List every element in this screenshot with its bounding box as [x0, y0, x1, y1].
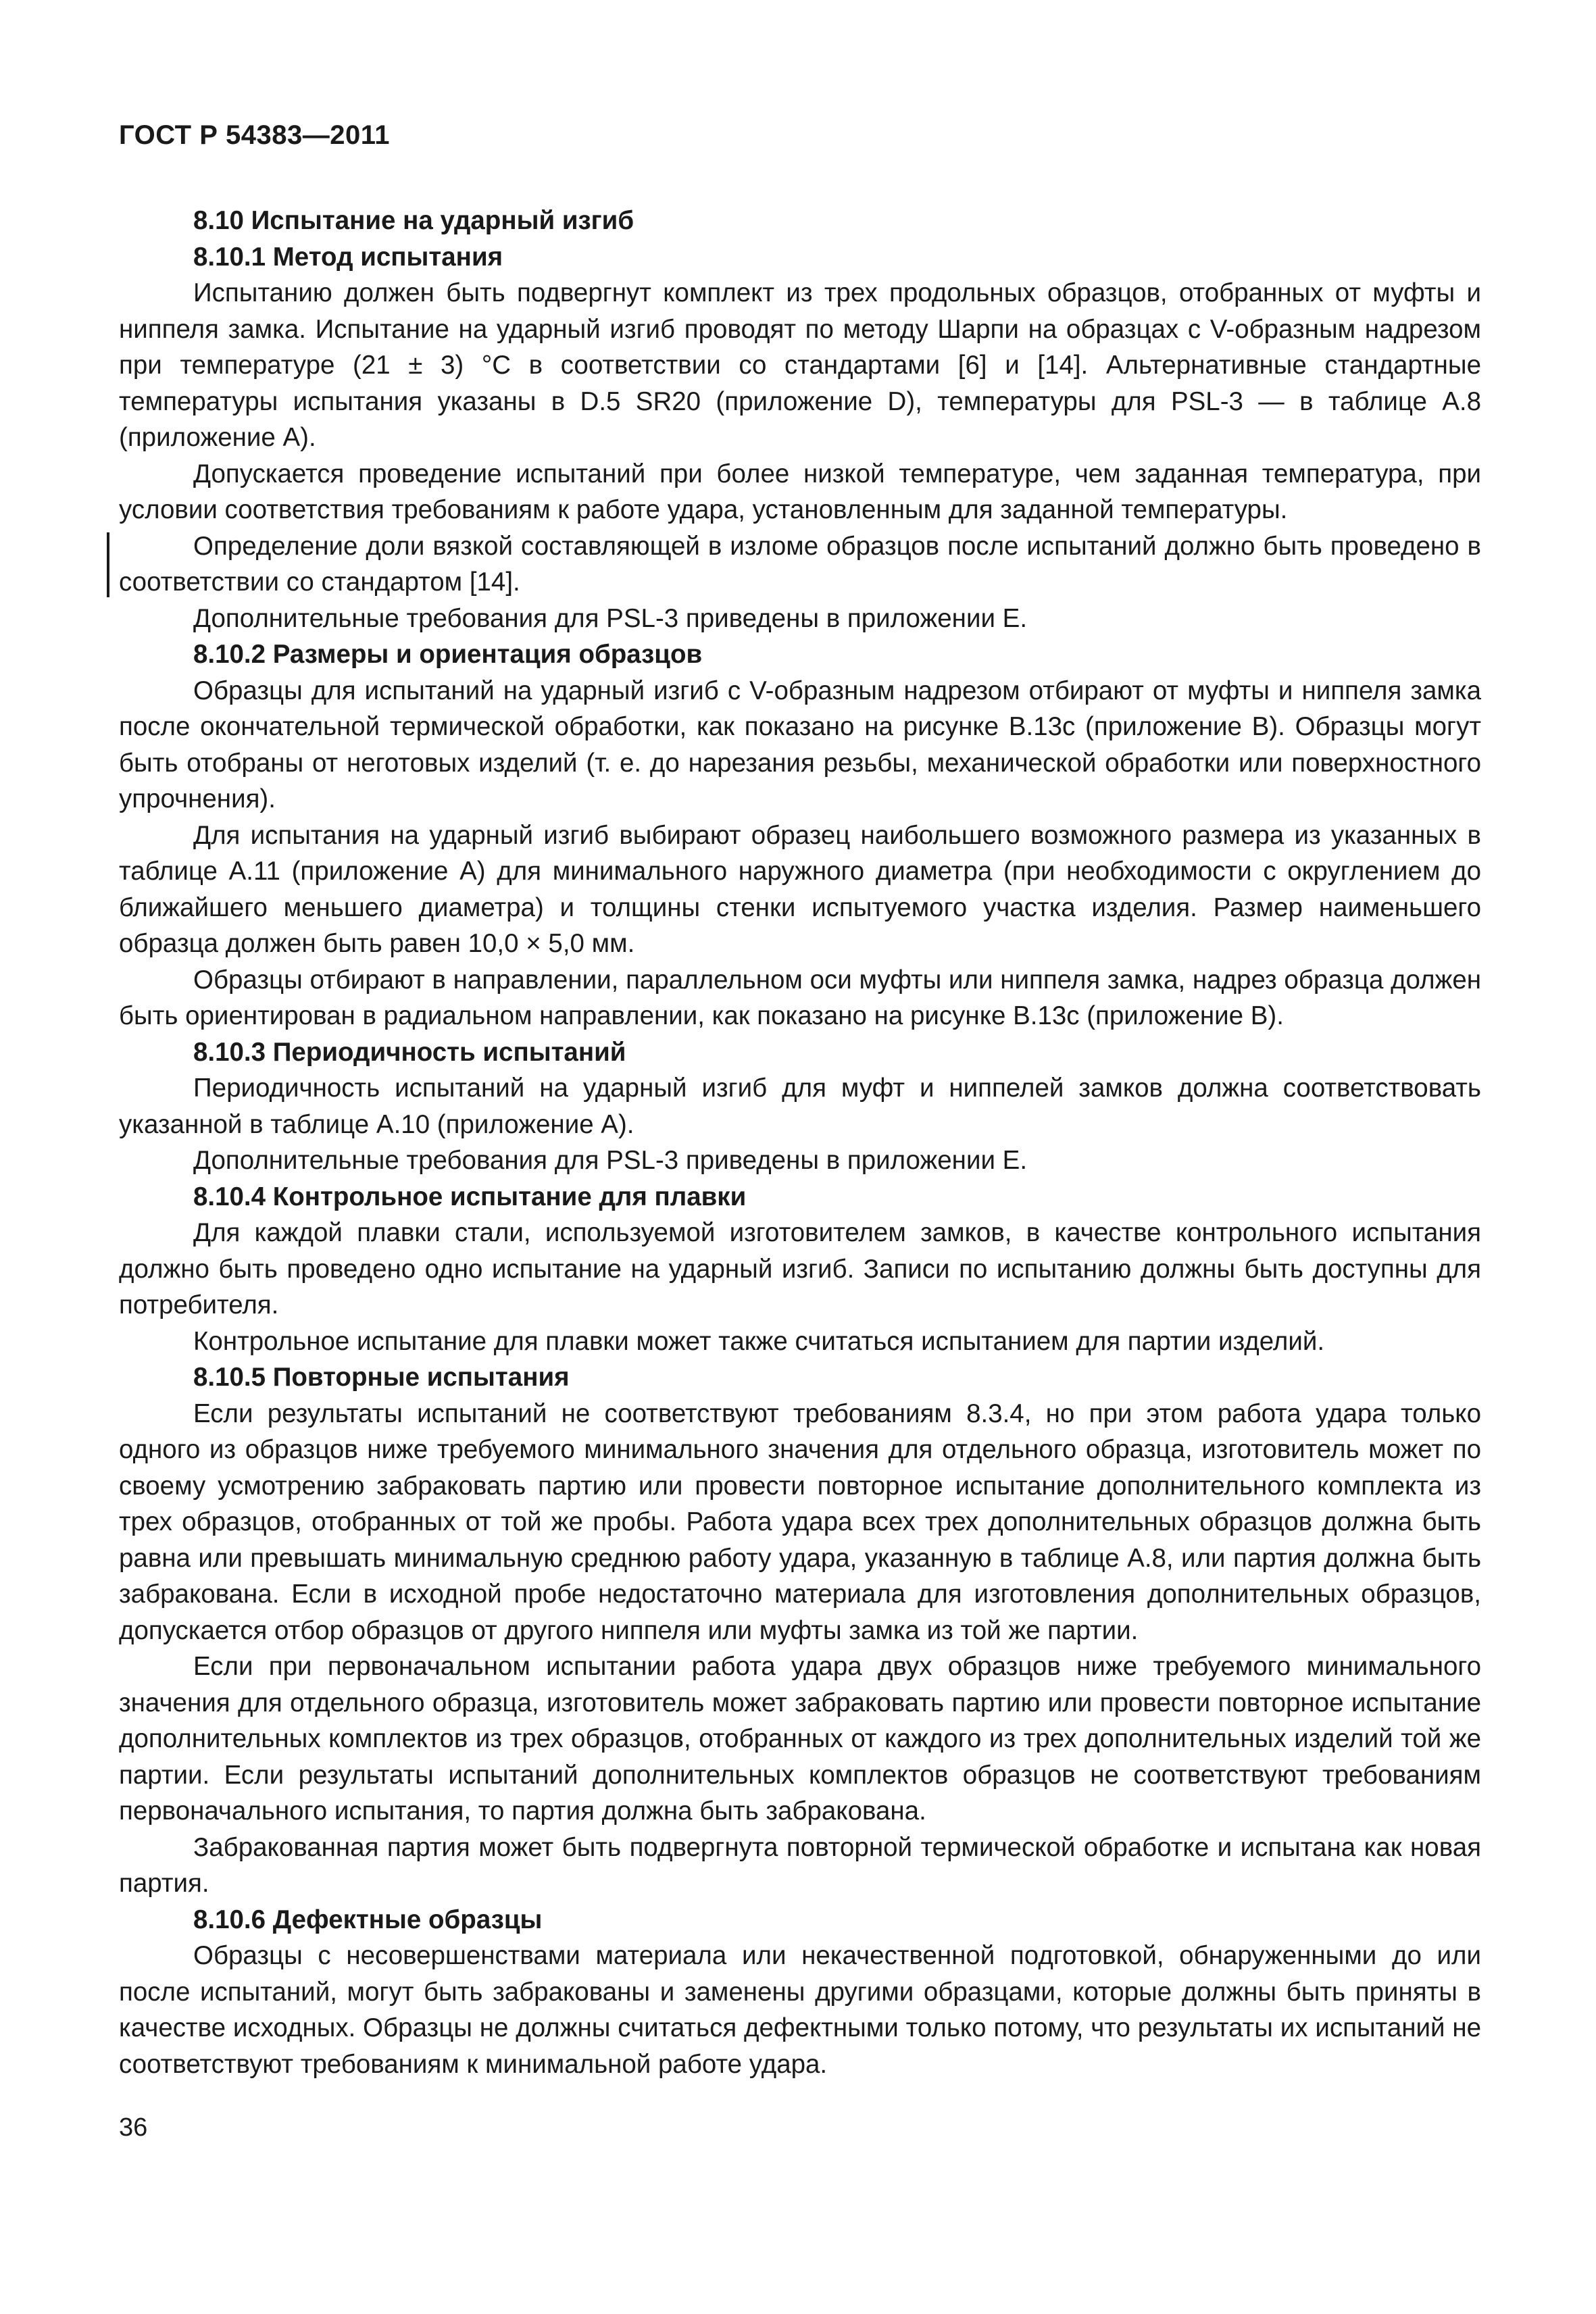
paragraph: Образцы для испытаний на ударный изгиб с V-образным надрезом отбирают от муфты и ниппеля замка после окончательной термической обработки, как показано на рисунке В.13с (приложение В). Образцы могут быть отобраны от неготовых изделий (т. е. до нарезания резьбы, механической обработки или поверхностного упрочнения). — [119, 676, 1481, 813]
paragraph: Для испытания на ударный изгиб выбирают образец наибольшего возможного размера из указанных в таблице А.11 (приложение А) для минимального наружного диаметра (при необходимости с округлением до ближайшего меньшего диаметра) и толщины стенки испытуемого участка изделия. Размер наименьшего образца должен быть равен 10,0 × 5,0 мм. — [119, 820, 1481, 958]
section-heading-8-10-1: 8.10.1 Метод испытания — [193, 242, 503, 272]
paragraph: Дополнительные требования для PSL-3 приведены в приложении Е. — [193, 1146, 1028, 1175]
paragraph: Допускается проведение испытаний при более низкой температуре, чем заданная температура, при условии соответствия требованиям к работе удара, установленным для заданной температуры. — [119, 459, 1481, 524]
paragraph: Дополнительные требования для PSL-3 приведены в приложении Е. — [193, 603, 1028, 633]
document-body — [119, 203, 1481, 2082]
section-heading-8-10-6: 8.10.6 Дефектные образцы — [193, 1905, 543, 1934]
document-header: ГОСТ Р 54383—2011 — [119, 120, 390, 150]
paragraph: Если при первоначальном испытании работа удара двух образцов ниже требуемого минимального значения для отдельного образца, изготовитель может забраковать партию или провести повторное испытание дополнительных комплектов из трех образцов, отобранных от каждого из трех дополнительных изделий той же партии. Если результаты испытаний дополнительных комплектов образцов не соответствуют требованиям первоначального испытания, то партия должна быть забракована. — [119, 1652, 1481, 1826]
paragraph: Контрольное испытание для плавки может также считаться испытанием для партии изделий. — [193, 1326, 1325, 1356]
section-heading-8-10-3: 8.10.3 Периодичность испытаний — [193, 1037, 626, 1067]
section-heading-8-10-2: 8.10.2 Размеры и ориентация образцов — [193, 640, 703, 669]
paragraph: Определение доли вязкой составляющей в изломе образцов после испытаний должно быть проведено в соответствии со стандартом [14]. — [119, 531, 1481, 597]
section-heading-8-10-5: 8.10.5 Повторные испытания — [193, 1363, 570, 1392]
paragraph: Образцы отбирают в направлении, параллельном оси муфты или ниппеля замка, надрез образца должен быть ориентирован в радиальном направлении, как показано на рисунке В.13с (приложение В). — [119, 965, 1481, 1030]
paragraph: Для каждой плавки стали, используемой изготовителем замков, в качестве контрольного испытания должно быть проведено одно испытание на ударный изгиб. Записи по испытанию должны быть доступны для потребителя. — [119, 1218, 1481, 1319]
paragraph: Образцы с несовершенствами материала или некачественной подготовкой, обнаруженными до или после испытаний, могут быть забракованы и заменены другими образцами, которые должны быть приняты в качестве исходных. Образцы не должны считаться дефектными только потому, что результаты их испытаний не соответствуют требованиям к минимальной работе удара. — [119, 1941, 1481, 2079]
paragraph: Периодичность испытаний на ударный изгиб для муфт и ниппелей замков должна соответствовать указанной в таблице А.10 (приложение А). — [119, 1074, 1481, 1139]
section-heading-8-10: 8.10 Испытание на ударный изгиб — [193, 206, 634, 235]
paragraph: Испытанию должен быть подвергнут комплект из трех продольных образцов, отобранных от муфты и ниппеля замка. Испытание на ударный изгиб проводят по методу Шарпи на образцах с V-образным надрезом при температуре (21 ± 3) °С в соответствии со стандартами [6] и [14]. Альтернативные стандартные температуры испытания указаны в D.5 SR20 (приложение D), температуры для PSL-3 — в таблице А.8 (приложение А). — [119, 278, 1481, 452]
section-heading-8-10-4: 8.10.4 Контрольное испытание для плавки — [193, 1182, 747, 1211]
change-bar-marker — [107, 532, 109, 597]
page-number: 36 — [119, 2113, 148, 2142]
changed-paragraph — [119, 528, 1481, 601]
paragraph: Забракованная партия может быть подвергнута повторной термической обработке и испытана как новая партия. — [119, 1832, 1481, 1898]
paragraph: Если результаты испытаний не соответствуют требованиям 8.3.4, но при этом работа удара только одного из образцов ниже требуемого минимального значения для отдельного образца, изготовитель может по своему усмотрению забраковать партию или провести повторное испытание дополнительного комплекта из трех образцов, отобранных от той же пробы. Работа удара всех трех дополнительных образцов должна быть равна или превышать минимальную среднюю работу удара, указанную в таблице А.8, или партия должна быть забракована. Если в исходной пробе недостаточно материала для изготовления дополнительных образцов, допускается отбор образцов от другого ниппеля или муфты замка из той же партии. — [119, 1399, 1481, 1645]
